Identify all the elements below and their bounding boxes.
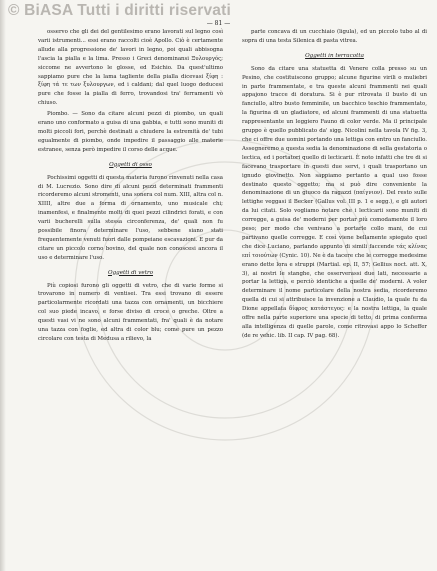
left-column [38,28,223,346]
copyright-watermark: © BiASA Tutti i diritti riservati [8,2,231,19]
paragraph: Pochissimi oggetti di questa materia furono rinvenuti nella casa di M. Lucrezio. Sono dire di alcuni pezzi determinati frammenti ricorderemo alcuni stromenti, una sonera col num. XIII, altra col n. XIIII, altre due a forma di ornamento, uno musicale chi; inamenfesi, e finalmente molti di quei pezzi cilindrici forati, e con varii bucherelli sulla stessa circonferenza, de' quali non fu possibile finora determinare l'uso, sebbene siano stati frequentemente venuti fuori dalle pompeiane escavazioni. E pur da citare un piccolo corno bovino, del quale non conoscesi ancora il uso e determinare l'uso. [38,174,223,261]
section-heading: Oggetti di osso [109,161,152,168]
paragraph: osservo che gli dei del gentilesimo erano lavorati sul legno così varii istrumenti... essi erano raccolti cioè Apollo. Ciò è certamente allude alla progressione de' lavori in legno, poi quali abbisogna l'ascia la pialla e la lima. Presso i Greci denominansi Ξυλουργός; siccome ne avvertono le glosse, ed Esichio. Da quest'ultimo sappiamo pure che la lama tagliente della pialla dicevasi ξίφη : ξίφη τά τε των ξυλουργων, ed i caldani; dal quel luogo deducesi pure che fosse la pialla di ferro, trovandosi tra' ferramenti vò chiuso. [38,29,223,107]
paragraph: Sono da citare una statuetta di Venere colla presso su un Pesino, che costituiscono gruppo; alcune figurine virili o muliebri in parte frammentate, e tra queste alcuni frammenti nei quali appajono tracce di doratura. Si è pur ritrovata il busto di un fanciullo, altro busto femminile, un bacchico teschio frammentato, la figurina di un gladiatore, ed alcuni frammenti di una statuetta rappresentante un leggiero Fauno di color verde. Ma il principale gruppo è quello pubblicato da' sigg. Nicolini nella tavola IV fig. 3, che ci offre due uomini portando una lettiga con entro un fanciullo. Assegneremo a questa sedia la denominazione di sella gestatoria o lectica, ed i portatori quello di lecticarii. È noto infatti che tre di si facevano trasportare in questi due servi, i quali trasportano un ignudo giovinetto. Non sappiamo pertanto a qual uso fosse destinato questo oggetto; ma si può dire conveniente la denominazione di un giuoco da ragazzi (παίγνιον). Del resto sulle lettighe veggasi il Becker (Gallus vol. III p. 1 e segg.), e gli autori da lui citati. Solo vogliamo notare che i lecticarii sono muniti di corregge, a guisa de' moderni per portar più comodamente il loro peso; per modo che venivano a portarle collo mani, de cui partivano quelle corregge. E così viene bellamente spiegato quel che dice Luciano, parlando appunto di simili faccende τάς κλίνας επί τοιούτων (Cynic. 10). Ne è da tacere che le corregge medesime erano dette lora e struppi (Martial. ep. II, 57; Gellius noct. att. X, 3), ai nostri le stanghe, che osserverassi due lati, necessarie a portar la lettiga, e perciò identiche a quelle de' moderni. A voler determinare il nome particolare della nostra sedia, ricorderemo quella di cui si attribuisce la invenzione a Claudio, la quale fu da Dione appellata δίφρος κατάστεγος: e la nostra lettiga, la quale offre nella parte superiore una specie di tetto, di prima conferma alla intelligenza di quelle parole, come ritrovasi appo lo Scheffer (de re vehic. lib. II cap. IV pag. 68). [242,65,427,339]
section-heading: Oggetti in terracotta [305,52,364,59]
paragraph: Piombo. — Sono da citare alcuni pezzi di piombo, un quali erano uno conformato a guisa di una gabbia, e tutti sono muniti di molti piccoli fori, perchè destinati a chiudere la estremità de' tubi egualmente di piombo, onde impedire il passaggio alle materie estranee, senza però impedire il corso delle acque. [38,111,223,153]
page-edge-shadow [0,0,6,571]
section-heading: Oggetti di vetro [107,269,154,276]
right-column [242,28,427,343]
paragraph: parte concava di un cucchiaio (ligula), ed un piccolo tubo al di sopra di una testa Silenica di pasta vitrea. [242,29,427,44]
page-number: — 81 — [206,20,231,27]
paragraph: Più copiosi furono gli oggetti di vetro, che di varie forme si trovarono in numero di ventisei. Tra essi trovano di essere particolarmente ricordati una tazza con ornamenti, un bicchiere col suo piede incavo, e forse diviso di croce o greche. Oltre a questi vasi vi ne sono alcuni frammentati, fra' quali è da notare una tazza con foglie, ed altra di color blu; come pure un pezzo circolare con testa di Medusa a rilievo, la [38,282,223,342]
